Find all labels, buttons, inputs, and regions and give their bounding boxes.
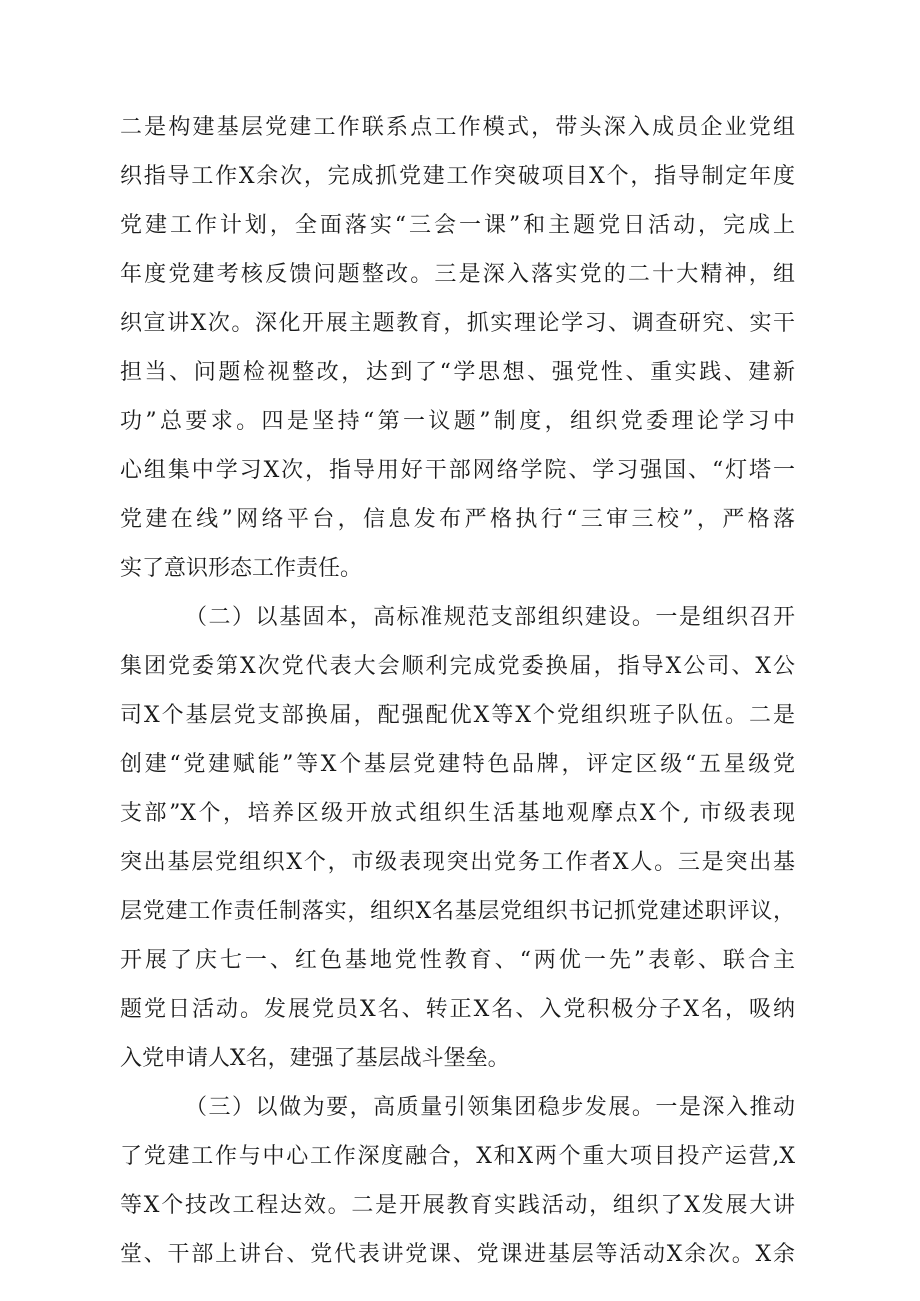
text-line: 了党建工作与中心工作深度融合，X和X两个重大项目投产运营,X xyxy=(120,1144,795,1169)
text-line: 集团党委第X次党代表大会顺利完成党委换届，指导X公司、X公 xyxy=(120,654,795,679)
text-line: 担当、问题检视整改，达到了“学思想、强党性、重实践、建新 xyxy=(120,360,795,385)
text-line: 层党建工作责任制落实，组织X名基层党组织书记抓党建述职评议， xyxy=(120,899,795,924)
text-line: 党建在线”网络平台，信息发布严格执行“三审三校”，严格落 xyxy=(120,507,795,532)
text-line: 功”总要求。四是坚持“第一议题”制度，组织党委理论学习中 xyxy=(120,409,795,434)
text-line: 入党申请人X名，建强了基层战斗堡垒。 xyxy=(120,1046,510,1071)
text-line: 突出基层党组织X个，市级表现突出党务工作者X人。三是突出基 xyxy=(120,850,795,875)
paragraph-heading-3: （三）以做为要，高质量引领集团稳步发展。一是深入推动 xyxy=(185,1095,795,1120)
text-line: 党建工作计划，全面落实“三会一课”和主题党日活动，完成上 xyxy=(120,213,795,238)
text-line: 织宣讲X次。深化开展主题教育，抓实理论学习、调查研究、实干 xyxy=(120,311,795,336)
text-line: 二是构建基层党建工作联系点工作模式，带头深入成员企业党组 xyxy=(120,115,795,140)
text-line: 年度党建考核反馈问题整改。三是深入落实党的二十大精神，组 xyxy=(120,262,795,287)
text-line: 等X个技改工程达效。二是开展教育实践活动，组织了X发展大讲 xyxy=(120,1193,795,1218)
text-line: 开展了庆七一、红色基地党性教育、“两优一先”表彰、联合主 xyxy=(120,948,795,973)
text-line: 织指导工作X余次，完成抓党建工作突破项目X个，指导制定年度 xyxy=(120,164,795,189)
paragraph-heading-2: （二）以基固本，高标准规范支部组织建设。一是组织召开 xyxy=(185,605,795,630)
text-line: 堂、干部上讲台、党代表讲党课、党课进基层等活动X余次。X余 xyxy=(120,1242,795,1267)
text-line: 心组集中学习X次，指导用好干部网络学院、学习强国、“灯塔一 xyxy=(120,458,795,483)
text-line: 创建“党建赋能”等X个基层党建特色品牌，评定区级“五星级党 xyxy=(120,752,795,777)
text-line: 题党日活动。发展党员X名、转正X名、入党积极分子X名，吸纳 xyxy=(120,997,795,1022)
text-line: 实了意识形态工作责任。 xyxy=(120,556,363,581)
text-line: 司X个基层党支部换届，配强配优X等X个党组织班子队伍。二是 xyxy=(120,703,795,728)
text-line: 支部”X个，培养区级开放式组织生活基地观摩点X个, 市级表现 xyxy=(120,801,795,826)
